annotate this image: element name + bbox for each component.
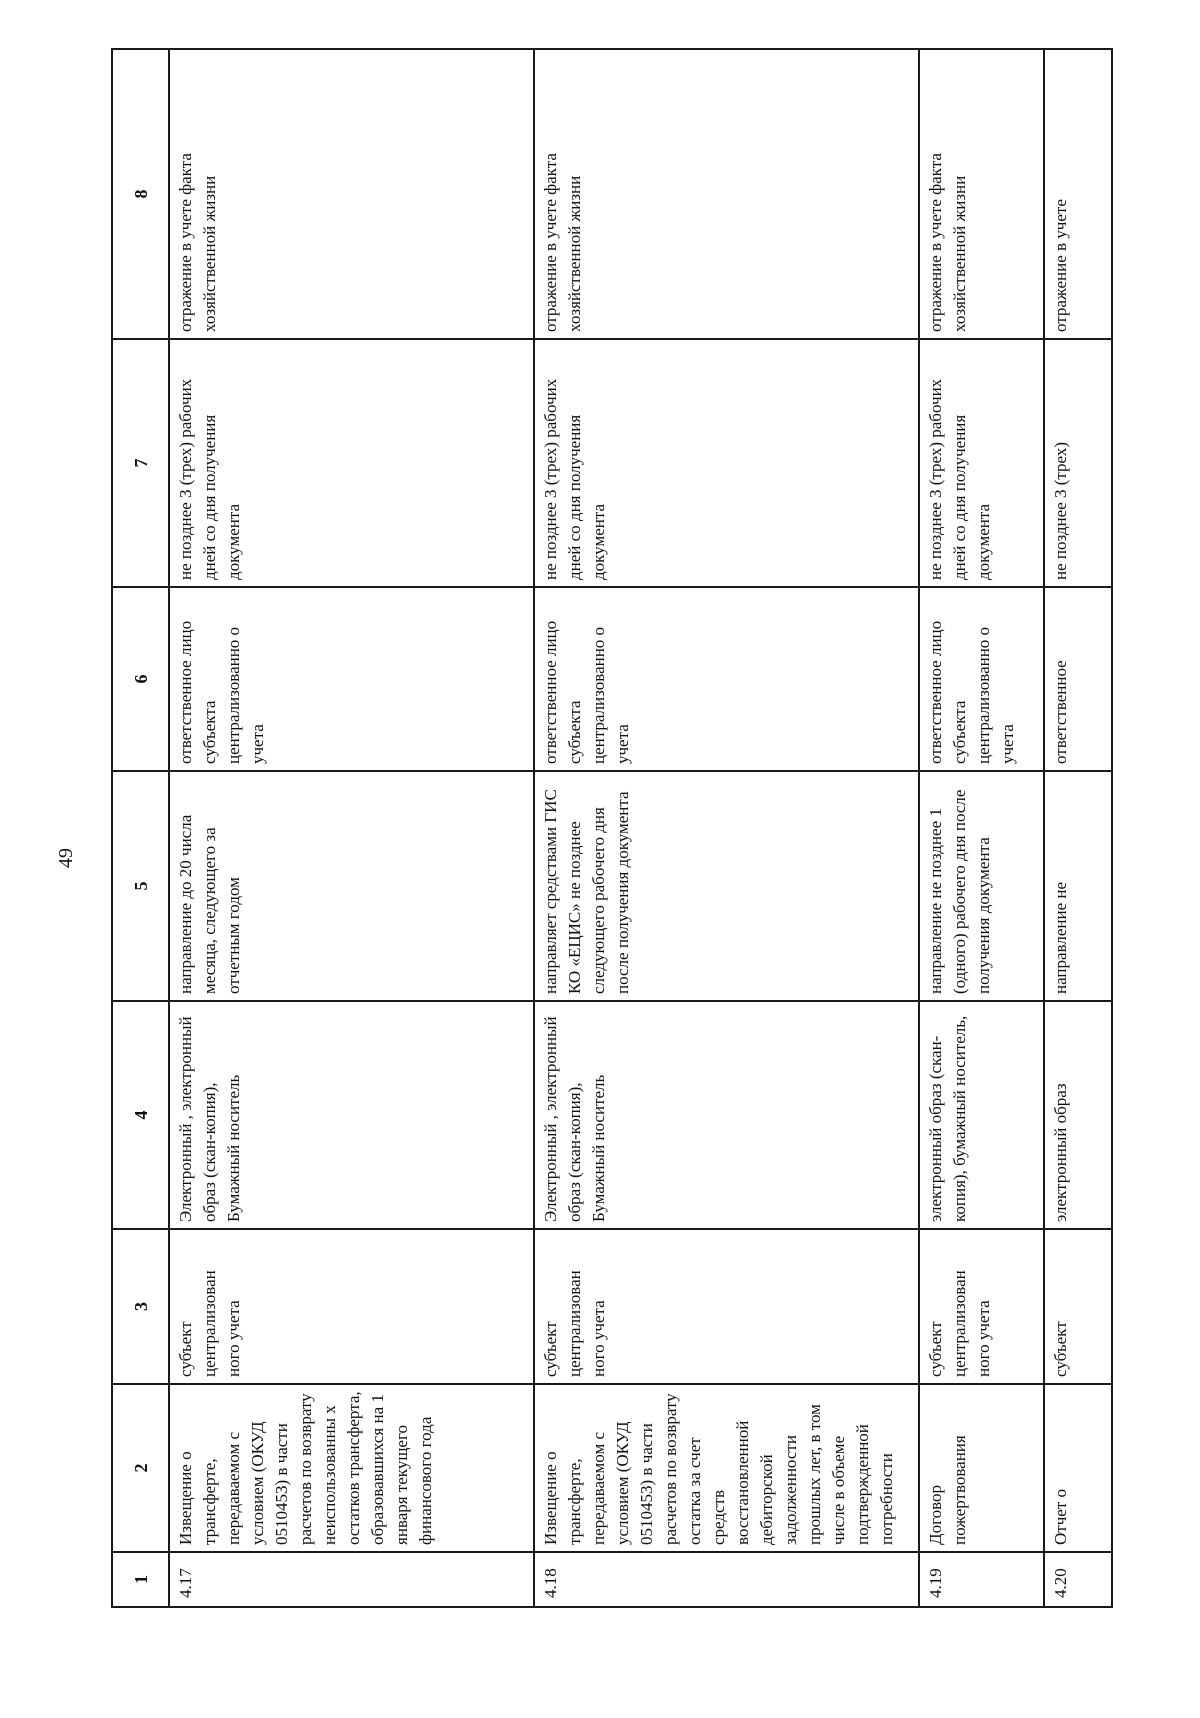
creator-cell: субъект централизован ного учета bbox=[919, 1229, 1044, 1384]
table-row bbox=[1044, 49, 1112, 1607]
row-number: 4.18 bbox=[534, 1552, 919, 1607]
procedure-cell: направляет средствами ГИС КО «ЕЦИС» не позднее следующего рабочего дня после получения документа bbox=[534, 771, 919, 1001]
document-name-cell: Договор пожертвования bbox=[919, 1384, 1044, 1552]
deadline-cell: не позднее 3 (трех) bbox=[1044, 339, 1112, 587]
table-row bbox=[534, 49, 919, 1607]
document-name-cell: Извещение о трансферте, передаваемом с условием (ОКУД 0510453) в части расчетов по возврату остатка за счет средств восстановленной дебиторской задолженности прошлых лет, в том числе в объеме подтвержденной потребности bbox=[534, 1384, 919, 1552]
deadline-cell: не позднее 3 (трех) рабочих дней со дня получения документа bbox=[534, 339, 919, 587]
procedure-cell: направление не позднее 1 (одного) рабочего дня после получения документа bbox=[919, 771, 1044, 1001]
column-header: 4 bbox=[112, 1001, 169, 1229]
responsible-cell: ответственное лицо субъекта централизованно о учета bbox=[534, 587, 919, 771]
creator-cell: субъект централизован ного учета bbox=[169, 1229, 534, 1384]
row-number: 4.19 bbox=[919, 1552, 1044, 1607]
deadline-cell: не позднее 3 (трех) рабочих дней со дня получения документа bbox=[919, 339, 1044, 587]
procedure-cell: направление до 20 числа месяца, следующего за отчетным годом bbox=[169, 771, 534, 1001]
form-cell: Электронный , электронный образ (скан-копия), Бумажный носитель bbox=[169, 1001, 534, 1229]
responsible-cell: ответственное bbox=[1044, 587, 1112, 771]
column-header: 7 bbox=[112, 339, 169, 587]
column-header: 3 bbox=[112, 1229, 169, 1384]
row-number: 4.20 bbox=[1044, 1552, 1112, 1607]
procedure-cell: направление не bbox=[1044, 771, 1112, 1001]
table-row bbox=[169, 49, 534, 1607]
row-number: 4.17 bbox=[169, 1552, 534, 1607]
document-name-cell: Отчет о bbox=[1044, 1384, 1112, 1552]
responsible-cell: ответственное лицо субъекта централизованно о учета bbox=[919, 587, 1044, 771]
purpose-cell: отражение в учете факта хозяйственной жизни bbox=[534, 49, 919, 339]
column-header: 6 bbox=[112, 587, 169, 771]
page-number: 49 bbox=[55, 848, 77, 868]
creator-cell: субъект bbox=[1044, 1229, 1112, 1384]
table-row bbox=[919, 49, 1044, 1607]
responsible-cell: ответственное лицо субъекта централизованно о учета bbox=[169, 587, 534, 771]
document-table bbox=[111, 48, 1113, 1608]
form-cell: электронный образ (скан-копия), бумажный носитель, bbox=[919, 1001, 1044, 1229]
purpose-cell: отражение в учете факта хозяйственной жизни bbox=[919, 49, 1044, 339]
column-header: 8 bbox=[112, 49, 169, 339]
creator-cell: субъект централизован ного учета bbox=[534, 1229, 919, 1384]
purpose-cell: отражение в учете bbox=[1044, 49, 1112, 339]
column-header: 5 bbox=[112, 771, 169, 1001]
form-cell: электронный образ bbox=[1044, 1001, 1112, 1229]
column-header: 1 bbox=[112, 1552, 169, 1607]
column-header: 2 bbox=[112, 1384, 169, 1552]
form-cell: Электронный , электронный образ (скан-копия), Бумажный носитель bbox=[534, 1001, 919, 1229]
deadline-cell: не позднее 3 (трех) рабочих дней со дня получения документа bbox=[169, 339, 534, 587]
document-name-cell: Извещение о трансферте, передаваемом с условием (ОКУД 0510453) в части расчетов по возврату неиспользованны х остатков трансферта, образовавшихся на 1 января текущего финансового года bbox=[169, 1384, 534, 1552]
purpose-cell: отражение в учете факта хозяйственной жизни bbox=[169, 49, 534, 339]
header-row bbox=[112, 49, 169, 1607]
